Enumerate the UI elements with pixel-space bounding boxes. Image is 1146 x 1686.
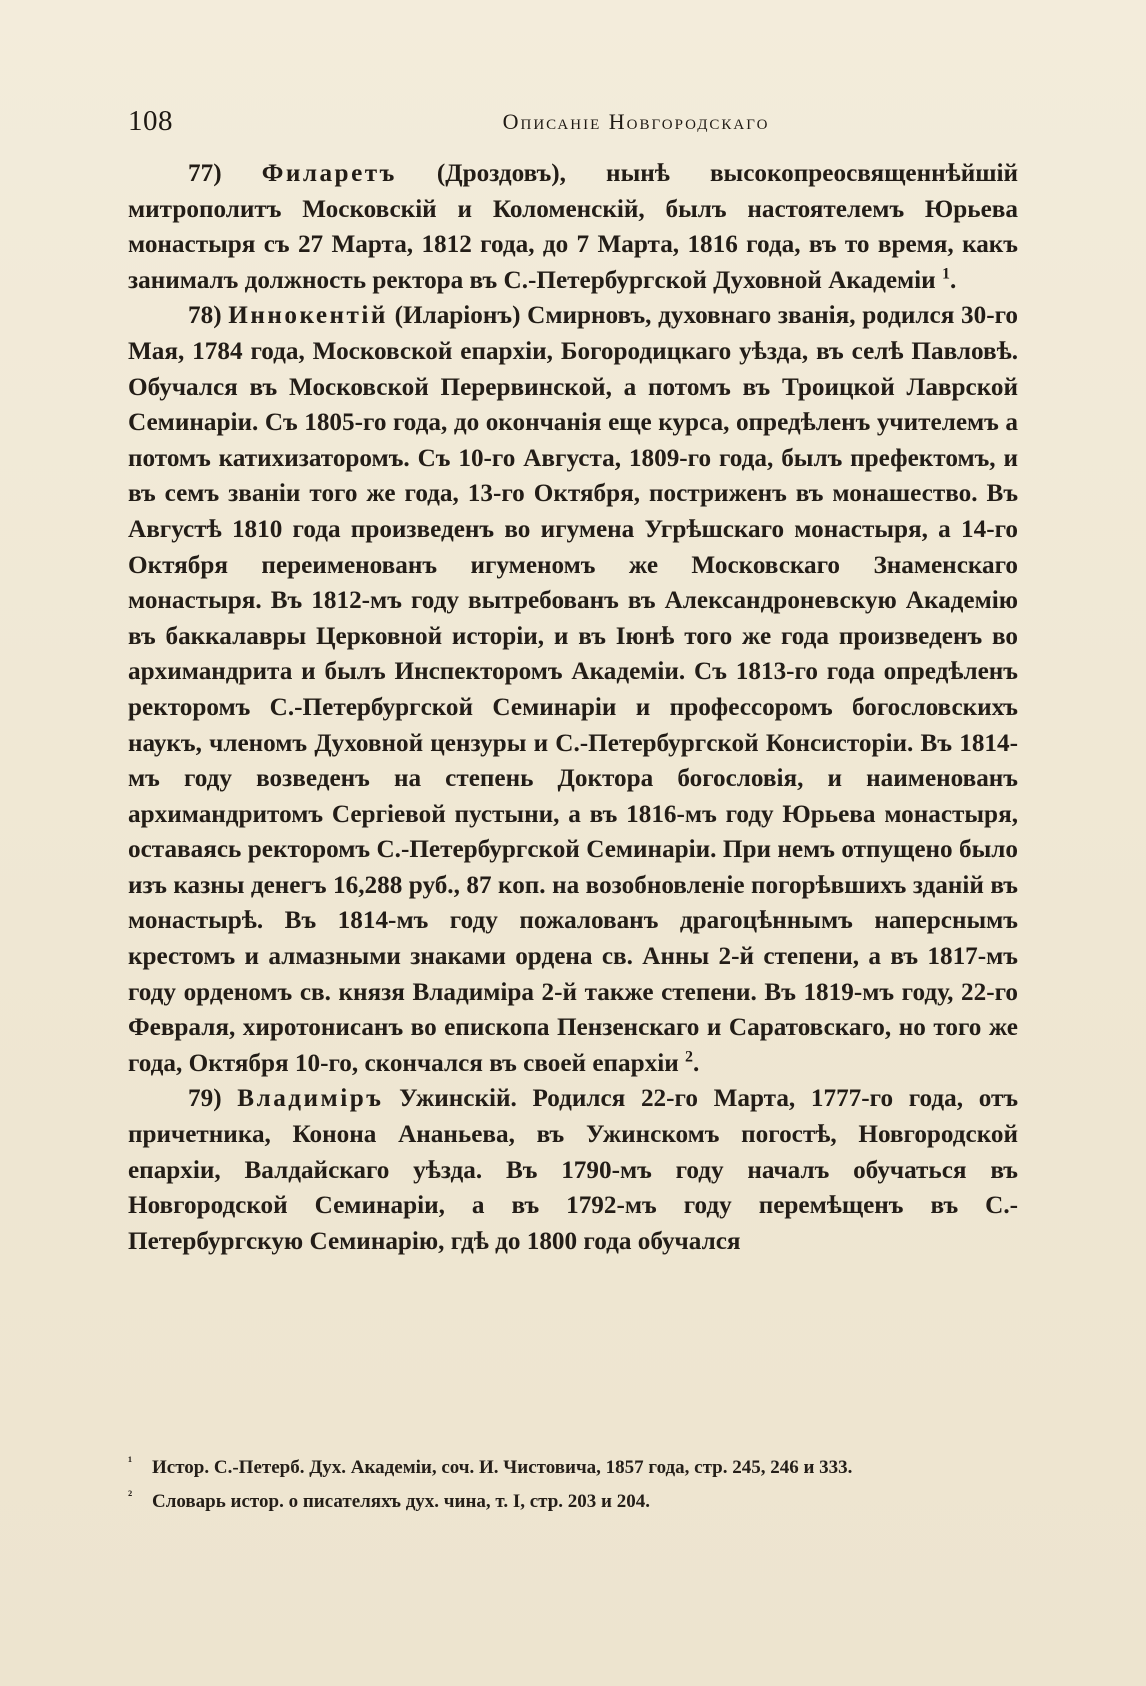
entry-number: 77) [188,160,222,187]
entry-number: 78) [188,302,222,330]
footnote-text: Истор. С.-Петерб. Дух. Академіи, соч. И. Чистовича, 1857 года, стр. 245, 246 и 333. [152,1457,853,1478]
entry-end: . [950,266,957,294]
entry-name: Иннокентій [228,302,388,330]
entry-end: . [693,1049,700,1077]
footnote-2: ² Словарь истор. о писателяхъ дух. чина, т. I, стр. 203 и 204. [128,1488,650,1512]
footnote-1: ¹ Истор. С.-Петерб. Дух. Академіи, соч. И. Чистовича, 1857 года, стр. 245, 246 и 333. [128,1454,853,1478]
entry-name: Владиміръ [237,1085,384,1113]
entry-name: Филаретъ [261,160,397,187]
entry-number: 79) [188,1085,222,1113]
page-header [128,105,1014,145]
page-number: 108 [128,105,173,137]
footnote-text: Словарь истор. о писателяхъ дух. чина, т. I, стр. 203 и 204. [152,1491,650,1512]
entry-text: (Иларіонъ) Смирновъ, духовнаго званія, родился 30-го Мая, 1784 года, Московской епархіи, Богородицкаго уѣзда, въ селѣ Павловѣ. Обучался въ Московской Перервинской, а потомъ въ Троицкой Лаврской Семинаріи. Съ 1805-го года, до окончанія еще курса, опредѣленъ учителемъ а потомъ катихизаторомъ. Съ 10-го Августа, 1809-го года, былъ префектомъ, и въ семъ званіи того же года, 13-го Октября, постриженъ въ монашество. Въ Августѣ 1810 года произведенъ во игумена Угрѣшскаго монастыря, а 14-го Октября переименованъ игуменомъ же Московскаго Знаменскаго монастыря. Въ 1812-мъ году вытребованъ въ Александроневскую Академію въ баккалавры Церковной исторіи, и въ Іюнѣ того же года произведенъ во архимандрита и былъ Инспекторомъ Академіи. Съ 1813-го года опредѣленъ ректоромъ С.-Петербургской Семинаріи и профессоромъ богословскихъ наукъ, членомъ Духовной цензуры и С.-Петербургской Консисторіи. Въ 1814-мъ году возведенъ на степень Доктора богословія, и наименованъ архимандритомъ Сергіевой пустыни, а въ 1816-мъ году Юрьева монастыря, оставаясь ректоромъ С.-Петербургской Семинаріи. При немъ отпущено было изъ казны денегъ 16,288 руб., 87 коп. на возобновленіе погорѣвшихъ зданій въ монастырѣ. Въ 1814-мъ году пожалованъ драгоцѣннымъ наперснымъ крестомъ и алмазными знаками ордена св. Анны 2-й степени, а въ 1817-мъ году орденомъ св. князя Владиміра 2-й также степени. Въ 1819-мъ году, 22-го Февраля, хиротонисанъ во епископа Пензенскаго и Саратовскаго, но того же года, Октября 10-го, скончался въ своей епархіи [128,302,1018,1077]
main-text [128,156,1018,1259]
footnotes [128,1453,1018,1521]
paragraph-77 [128,156,1018,298]
paragraph-78 [128,298,1018,1081]
entry-text: Ужинскій. Родился 22-го Марта, 1777-го года, отъ причетника, Конона Ананьева, въ Ужинскомъ погостѣ, Новгородской епархіи, Валдайскаго уѣзда. Въ 1790-мъ году началъ обучаться въ Новгородской Семинаріи, а въ 1792-мъ году перемѣщенъ въ С.-Петербургскую Семинарію, гдѣ до 1800 года обучался [128,1085,1019,1255]
footnote-ref: 1 [942,265,950,283]
running-title: Описаніе Новгородскаго [502,109,770,134]
entry-text: (Дроздовъ), нынѣ высокопреосвященнѣйшій митрополитъ Московскій и Коломенскій, былъ настоятелемъ Юрьева монастыря съ 27 Марта, 1812 года, до 7 Марта, 1816 года, въ то время, какъ занималъ должность ректора въ С.-Петербургской Духовной Академіи [128,160,1019,294]
paragraph-79 [128,1081,1018,1259]
footnote-ref: 2 [685,1048,694,1066]
